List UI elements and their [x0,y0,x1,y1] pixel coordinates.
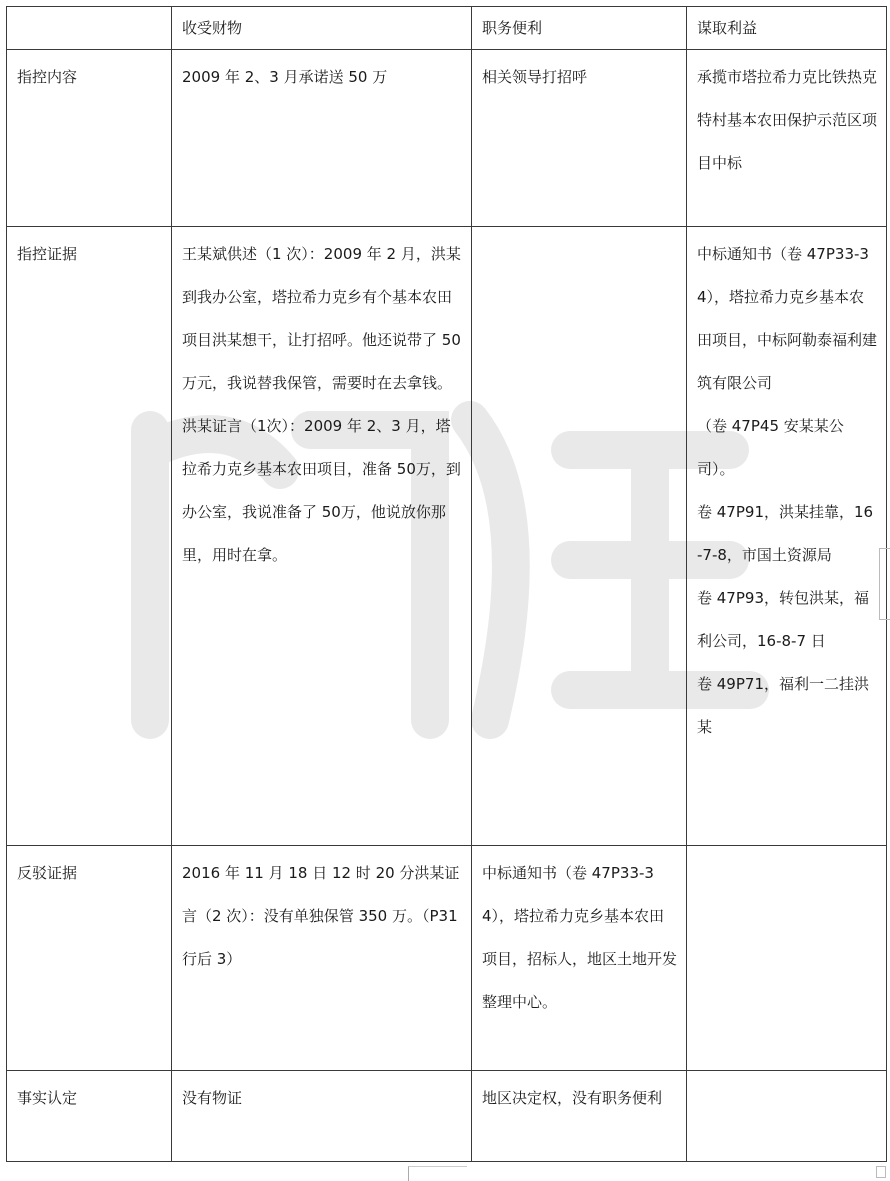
page-edge-mark [879,548,890,620]
table-cell [472,846,687,1071]
table-cell [172,846,472,1071]
page-bottom-mark [408,1166,467,1181]
row-label: 反驳证据 [7,846,172,1071]
cell-text: 相关领导打招呼 [482,68,588,86]
table-cell [172,50,472,227]
cell-text: 王某斌供述（1 次）：2009 年 2 月，洪某到我办公室，塔拉希力克乡有个基本农田项目洪某想干，让打招呼。他还说带了 50 万元，我说替我保管，需要时在去拿钱。 [182,245,461,392]
table-cell [172,1071,472,1162]
cell-text: 2009 年 2、3 月承诺送 50 万 [182,68,388,86]
cell-text: 中标通知书（卷 47P33-34），塔拉希力克乡基本农田项目，招标人，地区土地开发整理中心。 [482,864,678,1011]
cell-text: （卷 47P45 安某某公司）。 [697,417,844,478]
row-label: 事实认定 [7,1071,172,1162]
table-cell-empty [472,227,687,846]
cell-text: 没有物证 [182,1089,243,1107]
table-cell [687,50,887,227]
table-cell [472,1071,687,1162]
comparison-table [6,6,887,1162]
table-cell-empty [687,1071,887,1162]
header-cell-official-convenience: 职务便利 [472,7,687,50]
header-cell-receiving-property: 收受财物 [172,7,472,50]
table-row [7,846,887,1071]
header-cell-blank [7,7,172,50]
row-label: 指控证据 [7,227,172,846]
cell-text: 卷 47P93，转包洪某，福利公司，16-8-7 日 [697,589,869,650]
table-cell [472,50,687,227]
table-row [7,1071,887,1162]
header-row [7,7,887,50]
page-corner-mark [876,1166,886,1178]
cell-text: 承揽市塔拉希力克比铁热克特村基本农田保护示范区项目中标 [697,68,878,172]
cell-text: 卷 47P91，洪某挂靠，16-7-8，市国土资源局 [697,503,874,564]
cell-text: 地区决定权，没有职务便利 [482,1089,663,1107]
table-cell [687,227,887,846]
table-row [7,50,887,227]
cell-text: 2016 年 11 月 18 日 12 时 20 分洪某证言（2 次）：没有单独保管 350 万。（P31 行后 3） [182,864,460,968]
cell-text: 卷 49P71，福利一二挂洪某 [697,675,869,736]
row-label: 指控内容 [7,50,172,227]
table-cell [172,227,472,846]
table-row [7,227,887,846]
header-cell-seeking-benefit: 谋取利益 [687,7,887,50]
table-cell-empty [687,846,887,1071]
cell-text: 洪某证言（1次）：2009 年 2、3 月，塔拉希力克乡基本农田项目，准备 50万，到办公室，我说准备了 50万，他说放你那里，用时在拿。 [182,417,461,564]
cell-text: 中标通知书（卷 47P33-34），塔拉希力克乡基本农田项目，中标阿勒泰福利建筑有限公司 [697,245,878,392]
